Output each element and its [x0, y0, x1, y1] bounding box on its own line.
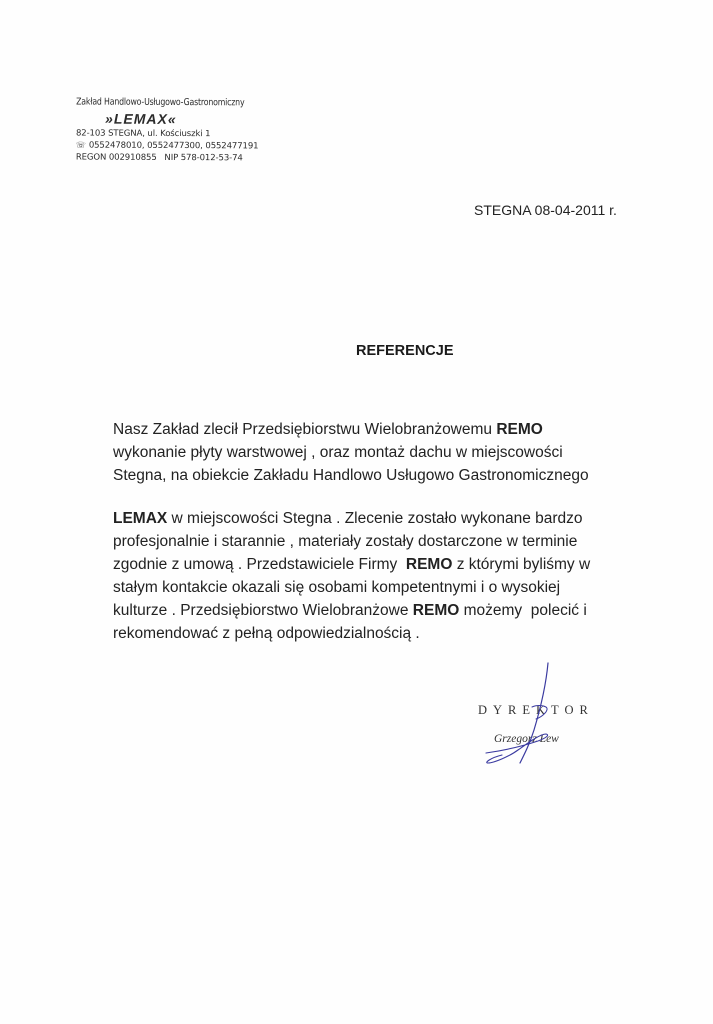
paragraph-line: [113, 553, 590, 576]
text-segment: możemy polecić i: [459, 602, 587, 619]
document-title: REFERENCJE: [356, 343, 454, 359]
paragraph-line: [113, 599, 590, 622]
stamp-company-type: Zakład Handlowo-Usługowo-Gastronomiczny: [76, 96, 245, 109]
paragraph-line: profesjonalnie i starannie , materiały zostały dostarczone w terminie: [113, 533, 578, 550]
paragraph-line: Stegna, na obiekcie Zakładu Handlowo Usługowo Gastronomicznego: [113, 467, 589, 484]
text-segment: z którymi byliśmy w: [452, 556, 591, 573]
stamp-company-name: »LEMAX«: [105, 110, 177, 128]
document-date: STEGNA 08-04-2011 r.: [474, 202, 617, 218]
paragraph-2: [113, 507, 590, 645]
paragraph-line: wykonanie płyty warstwowej , oraz montaż dachu w miejscowości: [113, 444, 563, 461]
paragraph-line: [113, 507, 590, 530]
company-name-remo: REMO: [412, 602, 460, 619]
paragraph-line: rekomendować z pełną odpowiedzialnością .: [113, 625, 420, 642]
company-name-remo: REMO: [496, 421, 543, 438]
handwritten-signature: [480, 655, 590, 770]
stamp-ids: REGON 002910855 NIP 578-012-53-74: [75, 152, 243, 164]
stamp-address: 82-103 STEGNA, ul. Kościuszki 1: [75, 128, 211, 140]
text-segment: Nasz Zakład zlecił Przedsiębiorstwu Wielobranżowemu: [113, 421, 497, 438]
signature-title: DYREKTOR: [478, 703, 594, 717]
stamp-phones-row: [76, 139, 276, 152]
paragraph-1: [113, 418, 589, 487]
text-segment: kulturze . Przedsiębiorstwo Wielobranżowe: [113, 602, 413, 619]
paragraph-line: [113, 418, 589, 441]
text-segment: zgodnie z umową . Przedstawiciele Firmy: [113, 556, 406, 573]
stamp-phones: 0552478010, 0552477300, 0552477191: [88, 140, 259, 152]
text-segment: w miejscowości Stegna . Zlecenie zostało wykonane bardzo: [167, 510, 583, 527]
company-name-remo: REMO: [405, 556, 453, 573]
phone-icon: ☏: [75, 140, 86, 150]
company-name-lemax: LEMAX: [113, 510, 168, 527]
paragraph-line: stałym kontakcie okazali się osobami kompetentnymi i o wysokiej: [113, 579, 561, 596]
company-stamp: [76, 96, 276, 164]
signature-name: Grzegorz Lew: [494, 733, 559, 745]
